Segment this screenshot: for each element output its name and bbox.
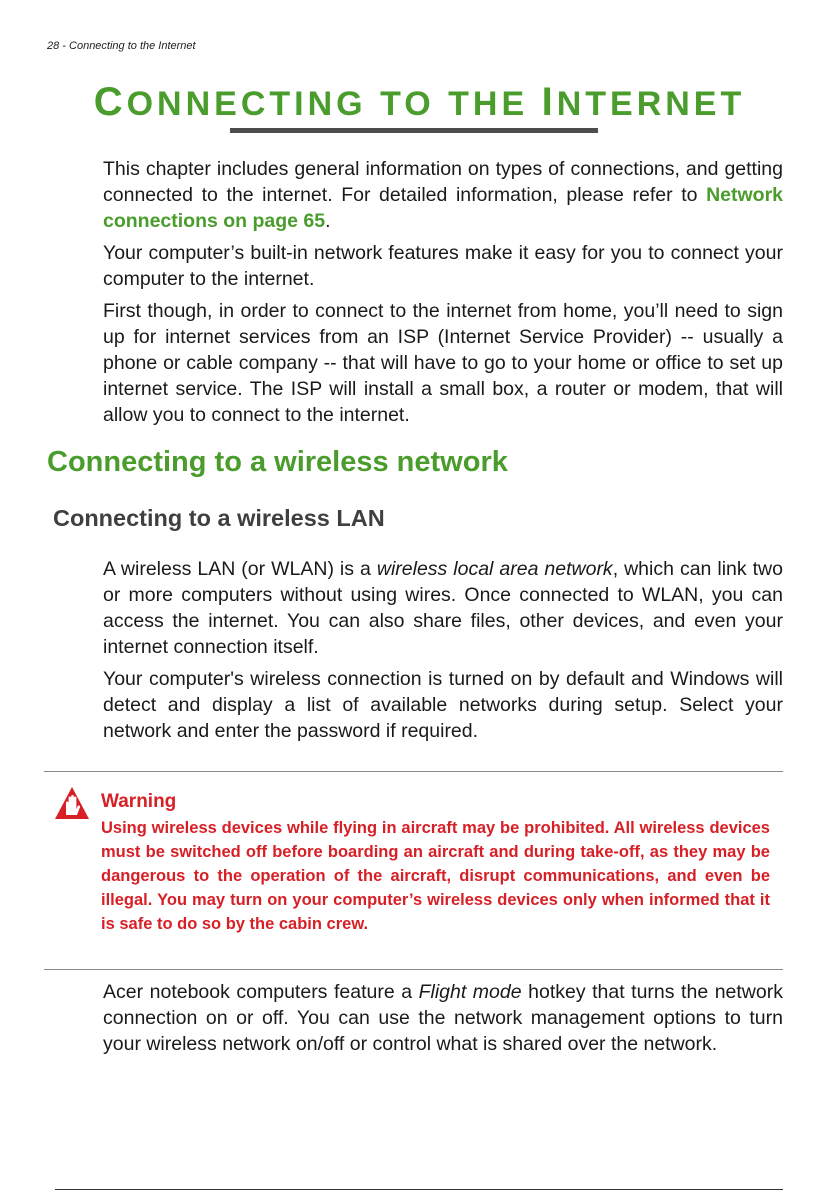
closing-section xyxy=(103,979,783,1057)
warning-text: Using wireless devices while flying in aircraft may be prohibited. All wireless devices must be switched off before boarding an aircraft and during take-off, as they may be dangerous to the operation of the aircraft, disrupt communications, and even be illegal. You may turn on your computer’s wireless devices only when informed that it is safe to do so by the cabin crew. xyxy=(101,819,770,933)
warning-title: Warning xyxy=(101,791,177,812)
chapter-title-word-4: NTERNET xyxy=(556,85,746,123)
wlan-paragraph-1 xyxy=(103,556,783,660)
chapter-title-initial-i: I xyxy=(541,80,557,124)
wlan-paragraph-1-emphasis: wireless local area network xyxy=(376,558,613,580)
section-heading: Connecting to a wireless network xyxy=(47,446,508,478)
title-underline xyxy=(230,128,598,133)
closing-paragraph-emphasis: Flight mode xyxy=(418,981,522,1003)
warning-hand-icon xyxy=(54,786,90,820)
intro-paragraph-1-text: This chapter includes general information on types of connections, and getting connected to the internet. For detailed information, please refer to xyxy=(103,158,783,206)
wlan-paragraph-1-a: A wireless LAN (or WLAN) is a xyxy=(103,558,377,580)
wlan-section xyxy=(103,556,783,744)
subsection-heading: Connecting to a wireless LAN xyxy=(53,505,385,531)
intro-paragraph-2: Your computer’s built-in network features make it easy for you to connect your computer to the internet. xyxy=(103,242,783,290)
wlan-paragraph-1-b: , which can link two or more computers without using wires. Once connected to WLAN, you can access the internet. You can also share files, other devices, and even your internet connection itself. xyxy=(103,558,783,658)
chapter-title-word-1: ONNECTING xyxy=(126,85,367,123)
closing-paragraph xyxy=(103,979,783,1057)
wlan-paragraph-2: Your computer's wireless connection is turned on by default and Windows will detect and display a list of available networks during setup. Select your network and enter the password if required. xyxy=(103,668,783,742)
network-connections-link[interactable]: Network connections on page 65 xyxy=(103,184,783,232)
warning-box xyxy=(44,771,783,970)
chapter-title-word-3: THE xyxy=(448,85,529,123)
intro-paragraph-1-end: . xyxy=(325,210,331,232)
intro-paragraph-3: First though, in order to connect to the internet from home, you’ll need to sign up for internet services from an ISP (Internet Service Provider) -- usually a phone or cable company -- that will have to go to your home or office to set up internet service. The ISP will install a small box, a router or modem, that will allow you to connect to the internet. xyxy=(103,300,783,426)
chapter-title-initial-c: C xyxy=(93,80,127,124)
footer-rule xyxy=(55,1189,783,1190)
closing-paragraph-a: Acer notebook computers feature a xyxy=(103,981,419,1003)
intro-paragraph-1 xyxy=(103,156,783,234)
running-head: 28 - Connecting to the Internet xyxy=(47,40,196,52)
chapter-title xyxy=(0,80,839,125)
chapter-title-word-2: TO xyxy=(380,85,435,123)
closing-paragraph-b: hotkey that turns the network connection on or off. You can use the network management options to turn your wireless network on/off or control what is shared over the network. xyxy=(103,981,783,1055)
intro-section xyxy=(103,156,783,428)
